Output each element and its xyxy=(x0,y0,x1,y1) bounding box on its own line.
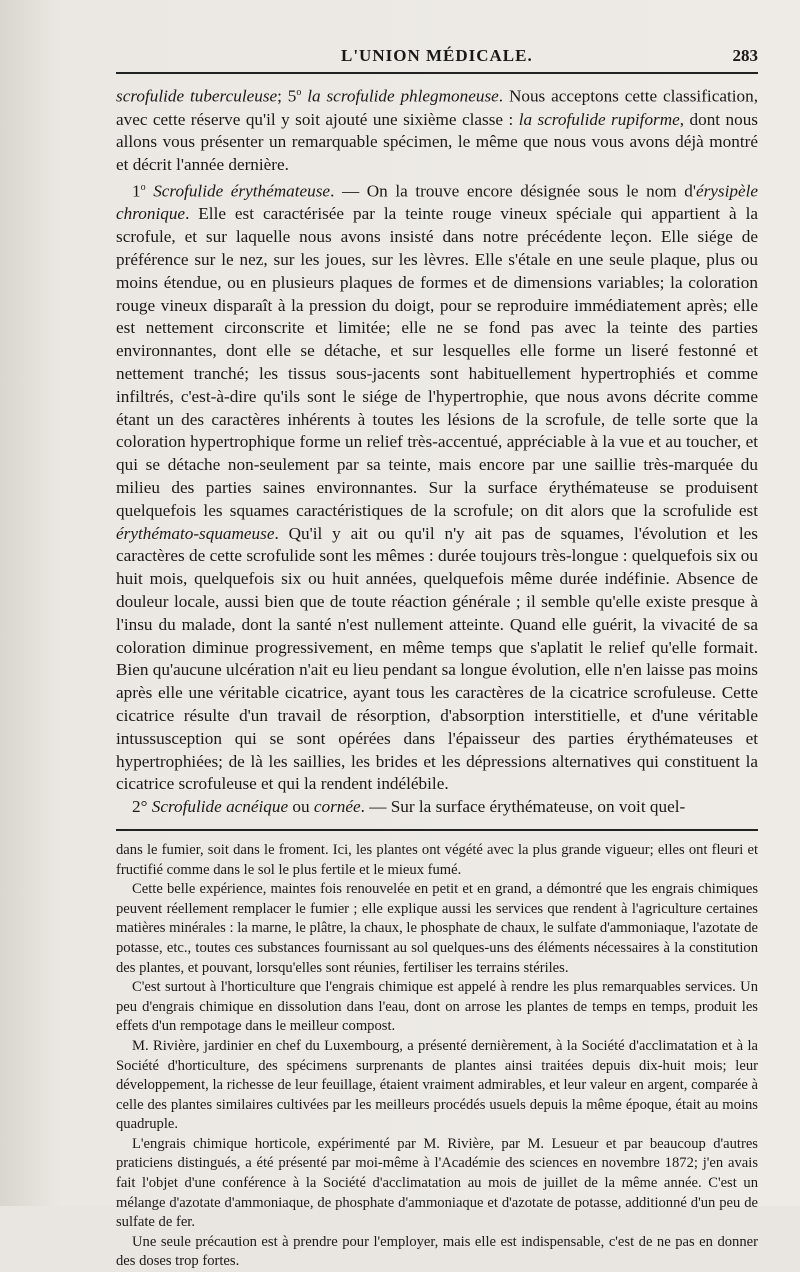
feuilleton-paragraph-1: dans le fumier, soit dans le froment. Ici, les plantes ont végété avec la plus grande vigueur; elles ont fleuri et fructifié comme dans le sol le plus fertile et le mieux fumé. xyxy=(116,841,758,878)
running-title: L'UNION MÉDICALE. xyxy=(341,46,533,65)
page-header xyxy=(116,36,758,66)
paragraph-1: scrofulide tuberculeuse; 5$^o$ la scrofulide phlegmoneuse. Nous acceptons cette classification, avec cette réserve qu'il y soit ajouté une sixième classe : la scrofulide rupiforme, dont nous allons vous présenter un remarquable spécimen, le même que nous vous avons déjà montré et décrit l'année dernière. xyxy=(116,86,758,175)
header-rule xyxy=(116,72,758,74)
main-article xyxy=(116,82,758,819)
feuilleton-paragraph-2: Cette belle expérience, maintes fois renouvelée en petit et en grand, a démontré que les engrais chimiques peuvent réellement remplacer le fumier ; elle explique aussi les services que rendent à l'agriculture certaines matières minérales : la marne, le plâtre, la chaux, le phosphate de chaux, le sulfate d'ammoniaque, l'azotate de potasse, etc., toutes ces substances fournissant au sol quelques-uns des éléments nécessaires à la constitution des plantes, et pouvant, lorsqu'elles sont réunies, fertiliser les terrains stériles. xyxy=(116,881,758,976)
feuilleton-paragraph-4: M. Rivière, jardinier en chef du Luxembourg, a présenté dernièrement, à la Société d'acclimatation et à la Société d'horticulture, des spécimens surprenants de plantes ainsi traitées depuis dix-huit mois; leur développement, la richesse de leur feuillage, étaient vraiment admirables, et leur valeur en argent, comparée à celle des plantes similaires cultivées par les meilleurs procédés usuels depuis la même époque, était au moins quadruple. xyxy=(116,1037,758,1133)
paragraph-3: 2° Scrofulide acnéique ou cornée. — Sur la surface érythémateuse, on voit quel- xyxy=(132,797,686,817)
feuilleton-paragraph-5: L'engrais chimique horticole, expérimenté par M. Rivière, par M. Lesueur et par beaucoup d'autres praticiens distingués, a été présenté par moi-même à l'Académie des sciences en novembre 1872; j'en avais fait l'objet d'une conférence à la Société d'acclimatation au mois de juillet de la même année. C'est un mélange d'azotate d'ammoniaque, de phosphate d'ammoniaque et d'azotate de potasse, additionné d'un peu de sulfate de fer. xyxy=(116,1135,758,1231)
page-number: 283 xyxy=(732,46,758,65)
feuilleton-paragraph-3: C'est surtout à l'horticulture que l'engrais chimique est appelé à rendre les plus remarquables services. Un peu d'engrais chimique en dissolution dans l'eau, dont on arrose les plantes de temps en temps, produit les effets d'un rempotage dans le meilleur compost. xyxy=(116,979,758,1035)
feuilleton-paragraph-6: Une seule précaution est à prendre pour l'employer, mais elle est indispensable, c'est de ne pas en donner des doses trop fortes. xyxy=(116,1233,758,1270)
feuilleton xyxy=(116,841,758,1272)
paragraph-2: 1$^o$ Scrofulide érythémateuse. — On la trouve encore désignée sous le nom d'érysipèle chronique. Elle est caractérisée par la teinte rouge vineux spéciale qui appartient à la scrofule, et sur laquelle nous avons insisté dans notre précédente leçon. Elle siége de préférence sur le nez, sur les joues, sur les lèvres. Elle s'étale en une seule plaque, plus ou moins étendue, ou en plusieurs plaques de formes et de dimensions variables; la coloration rouge vineux disparaît à la pression du doigt, pour se reproduire immédiatement après; elle est nettement circonscrite et limitée; elle ne se fond pas avec la teinte des parties environnantes, dont elle se détache, et sur lesquelles elle forme un liseré festonné et nettement tranché; les tissus sous-jacents sont habituellement hypertrophiés et comme infiltrés, c'est-à-dire qu'ils sont le siége de l'hypertrophie, que nous avons décrite comme étant un des caractères inhérents à toutes les lésions de la scrofule, de telle sorte que la coloration hypertrophique forme un relief très-accentué, appréciable à la vue et au toucher, et qui se détache non-seulement par sa teinte, mais encore par une saillie très-marquée du milieu des parties saines environnantes. Sur la surface érythémateuse se produisent quelquefois les squames caractéristiques de la scrofule; on dit alors que la scrofulide est érythémato-squameuse. Qu'il y ait ou qu'il n'y ait pas de squames, l'évolution et les caractères de cette scrofulide sont les mêmes : durée toujours très-longue : quelquefois six ou huit mois, quelquefois six ou huit années, quelquefois même durée indéfinie. Absence de douleur locale, aussi bien que de toute réaction générale ; il semble qu'elle existe presque à l'insu du malade, dont la santé n'est nullement atteinte. Quand elle guérit, la vivacité de sa coloration diminue progressivement, en même temps que s'aplatit le relief qu'elle formait. Bien qu'aucune ulcération n'ait eu lieu pendant sa longue évolution, elle n'en laisse pas moins après elle une véritable cicatrice, ayant tous les caractères de la cicatrice scrofuleuse. Cette cicatrice résulte d'un travail de résorption, d'absorption interstitielle, et d'une véritable intussusception qui se sont opérées dans l'épaisseur des parties érythémateuses et hypertrophiées; de là les saillies, les brides et les dépressions alternatives qui constituent la cicatrice scrofuleuse et qui la rendent indélébile. xyxy=(116,181,758,794)
feuilleton-rule xyxy=(116,829,758,831)
